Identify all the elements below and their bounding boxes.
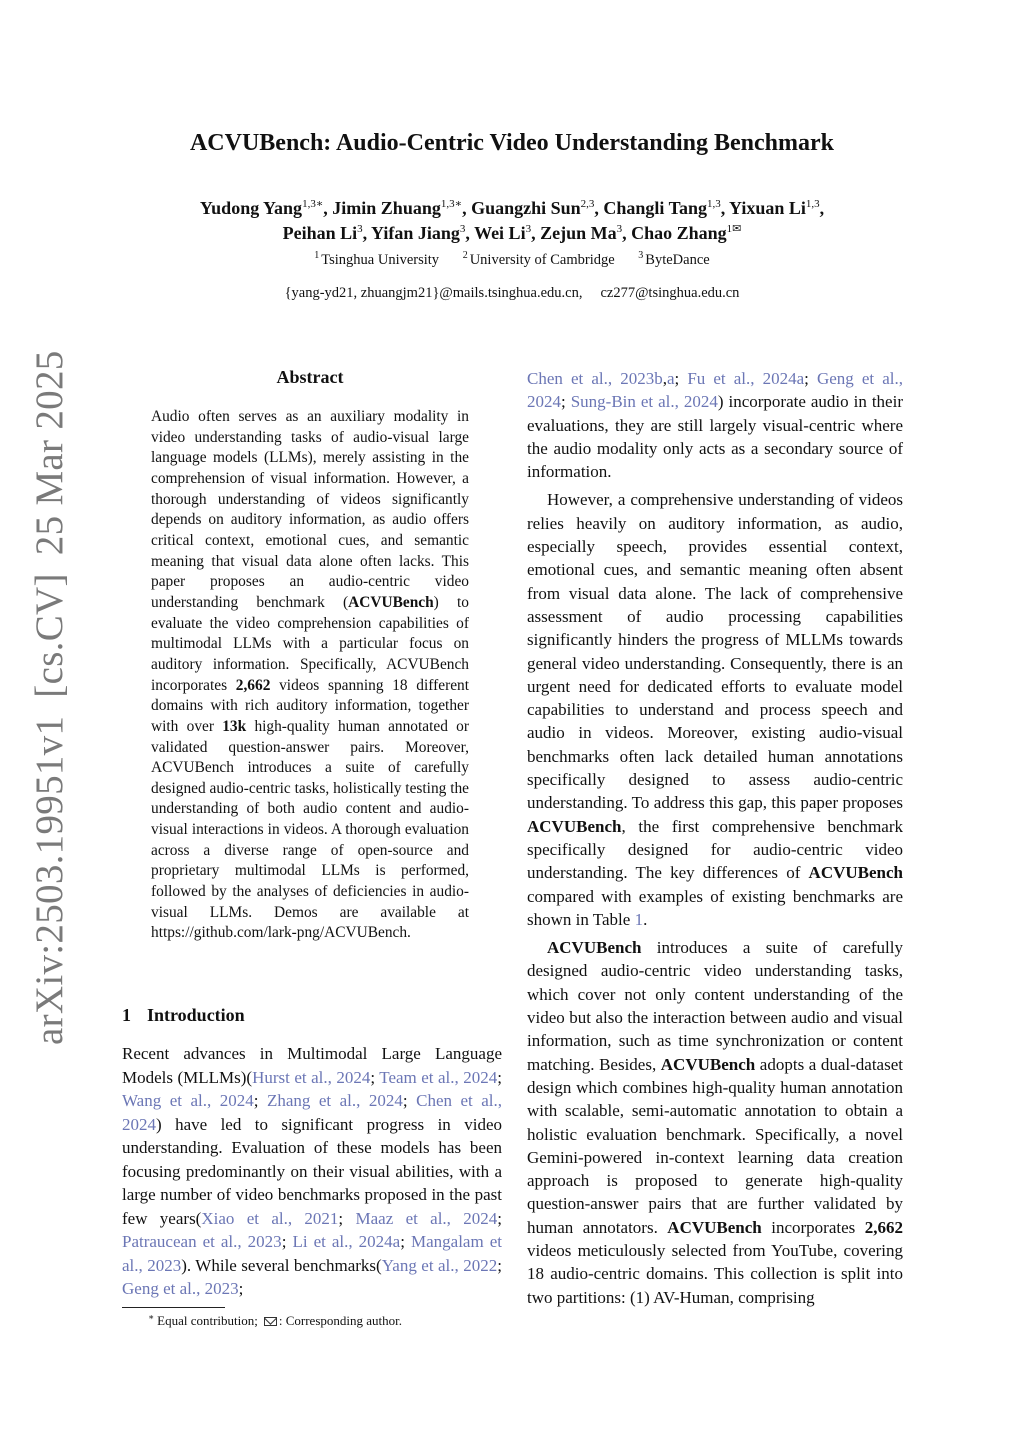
bold-term: ACVUBench — [547, 938, 642, 958]
text-run: incorporates — [761, 1217, 865, 1237]
body-paragraph — [527, 488, 903, 931]
footnote-corresponding: : Corresponding author. — [278, 1313, 402, 1328]
bold-term: ACVUBench — [667, 1217, 762, 1237]
paper-title: ACVUBench: Audio-Centric Video Understanding Benchmark — [189, 130, 835, 156]
abstract-heading: Abstract — [276, 367, 344, 387]
text-run: , — [662, 369, 667, 388]
footnote — [148, 1313, 402, 1329]
text-run: compared with examples of existing benchmarks are shown in Table — [527, 886, 903, 929]
citation-link[interactable]: Sung-Bin et al., 2024 — [570, 392, 718, 412]
text-run: ; — [804, 369, 817, 388]
text-run: adopts a dual-dataset design which combines high-quality human annotation with scalable, semi-automatic annotation to obtain a holistic evaluation benchmark. Specifically, a novel Gemini-powered in-context learning data creation approach is proposed to generate high-quality question-answer pairs that are further validated by human annotators. — [527, 1054, 903, 1237]
text-run: However, a comprehensive understanding of videos relies heavily on auditory information, as audio, especially speech, provides essential context, emotional cues, and semantic meaning often absent from visual data alone. The lack of comprehensive assessment of audio processing capabilities significantly hinders the progress of MLLMs towards general video understanding. Consequently, there is an urgent need for dedicated efforts to evaluate model capabilities to understand and process speech and audio in videos. Moreover, existing audio-visual benchmarks often lack detailed human annotations specifically designed to assess audio-centric understanding. To address this gap, this paper proposes — [527, 490, 903, 813]
citation-link[interactable]: Zhang et al., 2024 — [266, 1091, 403, 1110]
text-run: ; — [253, 1091, 267, 1110]
text-run: . — [643, 909, 648, 929]
footnote-equal-contribution: Equal contribution; — [157, 1313, 258, 1328]
citation-link[interactable]: Wang et al., 2024 — [122, 1091, 254, 1110]
citation-link[interactable]: a — [666, 369, 675, 388]
citation-link[interactable]: Patraucean et al., 2023 — [122, 1232, 282, 1251]
text-run: ; — [238, 1279, 244, 1298]
citation-link[interactable]: Geng et al., 2024 — [527, 369, 904, 412]
citation-link[interactable]: Maaz et al., 2024 — [355, 1208, 498, 1228]
author: Jimin Zhuang$^{1,3∗}$, — [332, 198, 472, 218]
author: Guangzhi Sun$^{2,3}$, — [471, 198, 604, 218]
text-run: ; — [281, 1232, 293, 1251]
affiliations — [0, 252, 1024, 269]
bold-term: ACVUBench — [348, 593, 434, 611]
author: Changli Tang$^{1,3}$, — [603, 198, 730, 218]
affiliation: $^1$ Tsinghua University — [314, 250, 440, 268]
text-run: introduces a suite of carefully designed audio-centric video understanding tasks, which cover not only content understanding of the video but also the interaction between audio and visual information, such as time synchronization or content matching. Besides, — [527, 938, 903, 1074]
bold-term: ACVUBench — [808, 863, 903, 883]
citation-link[interactable]: Mangalam et al., 2023 — [122, 1232, 502, 1275]
text-run: ; — [338, 1208, 356, 1228]
envelope-icon — [264, 1317, 277, 1326]
citation-link[interactable]: Li et al., 2024a — [292, 1232, 401, 1251]
contact-emails — [0, 285, 1024, 302]
citation-link[interactable]: Xiao et al., 2021 — [201, 1208, 339, 1228]
text-run: ; — [370, 1067, 380, 1087]
affiliation: $^3$ ByteDance — [638, 250, 710, 268]
author: Chao Zhang$^{1✉}$ — [631, 223, 742, 243]
author: Yixuan Li$^{1,3}$, — [729, 198, 825, 218]
text-run: ; — [497, 1067, 502, 1087]
author: Zejun Ma$^3$, — [540, 223, 632, 243]
section-heading-introduction — [122, 1005, 502, 1026]
arxiv-category: [cs.CV] — [28, 573, 71, 698]
citation-link[interactable]: Team et al., 2024 — [379, 1067, 498, 1087]
text-run: ) to evaluate the video comprehension capabilities of multimodal LLMs with a particular focus on auditory information. Specifically, ACVUBench incorporates — [151, 593, 469, 694]
text-run: ). While several benchmarks( — [181, 1255, 382, 1275]
body-paragraph — [527, 936, 903, 1309]
text-run: ) incorporate audio in their evaluations, they are still largely visual-centric where the audio modality only acts as a secondary source of information. — [527, 392, 903, 482]
text-run: Recent advances in Multimodal Large Language Models (MLLMs)( — [122, 1044, 502, 1087]
email: {yang-yd21, zhuangjm21}@mails.tsinghua.edu.cn, — [284, 285, 583, 301]
author-list — [122, 196, 902, 246]
footnote-marker: ∗ — [148, 1312, 155, 1322]
text-run: high-quality human annotated or validated question-answer pairs. Moreover, ACVUBench introduces a suite of carefully designed audio-centric tasks, holistically testing the understanding of both audio content and audio-visual interactions in videos. A thorough evaluation across a diverse range of open-source and proprietary multimodal LLMs is performed, followed by the analyses of deficiencies in audio-visual LLMs. Demos are available at https://github.com/lark-png/ACVUBench. — [151, 717, 469, 942]
author: Yifan Jiang$^3$, — [371, 223, 475, 243]
citation-link[interactable]: Chen et al., 2024 — [122, 1091, 503, 1134]
abstract-body — [151, 407, 469, 944]
affiliation: $^2$ University of Cambridge — [462, 250, 615, 268]
footnote-rule — [122, 1307, 225, 1308]
arxiv-date: 25 Mar 2025 — [28, 350, 71, 556]
author: Peihan Li$^3$, — [282, 223, 372, 243]
bold-term: 2,662 — [864, 1217, 903, 1237]
citation-link[interactable]: Geng et al., 2023 — [122, 1279, 239, 1298]
author: Wei Li$^3$, — [474, 223, 541, 243]
text-run: ; — [400, 1232, 411, 1251]
text-run: videos meticulously selected from YouTube, covering 18 audio-centric domains. This collection is split into two partitions: (1) AV-Human, comprising — [527, 1240, 903, 1307]
bold-term: 13k — [222, 717, 247, 735]
text-run: ; — [402, 1091, 417, 1110]
arxiv-identifier-stamp — [27, 332, 72, 1045]
email: cz277@tsinghua.edu.cn — [600, 285, 740, 301]
citation-link[interactable]: Chen et al., 2023b — [527, 369, 663, 388]
text-run: , the first comprehensive benchmark specifically designed for audio-centric video understanding. The key differences of — [527, 816, 903, 883]
citation-link[interactable]: Hurst et al., 2024 — [252, 1067, 371, 1087]
arxiv-id: arXiv:2503.19951v1 — [28, 715, 71, 1045]
text-run: ; — [561, 392, 571, 412]
text-run: Audio often serves as an auxiliary modality in video understanding tasks of audio-visual large language models (LLMs), merely assisting in the comprehension of visual information. However, a thorough understanding of videos significantly depends on auditory information, as audio offers critical context, emotional cues, and semantic meaning that visual data alone often lacks. This paper proposes an audio-centric video understanding benchmark ( — [151, 408, 469, 611]
section-number: 1 — [122, 1005, 131, 1025]
author: Yudong Yang$^{1,3∗}$, — [199, 198, 333, 218]
introduction-paragraph — [122, 1042, 502, 1301]
text-run: ; — [497, 1208, 502, 1228]
body-paragraph — [527, 367, 903, 483]
text-run: ) have led to significant progress in video understanding. Evaluation of these models has been focusing predominantly on their visual abilities, with a large number of video benchmarks proposed in the past few years( — [122, 1114, 502, 1228]
text-run: videos spanning 18 different domains with rich auditory information, together with over — [151, 676, 469, 735]
section-title: Introduction — [147, 1005, 245, 1025]
citation-link[interactable]: 1 — [634, 909, 644, 929]
citation-link[interactable]: Fu et al., 2024a — [687, 369, 805, 388]
bold-term: 2,662 — [235, 676, 271, 694]
citation-link[interactable]: Yang et al., 2022 — [381, 1255, 498, 1275]
bold-term: ACVUBench — [527, 816, 622, 836]
right-column — [527, 367, 903, 1314]
bold-term: ACVUBench — [660, 1054, 756, 1074]
text-run: ; — [674, 369, 688, 388]
text-run: ; — [497, 1255, 502, 1275]
